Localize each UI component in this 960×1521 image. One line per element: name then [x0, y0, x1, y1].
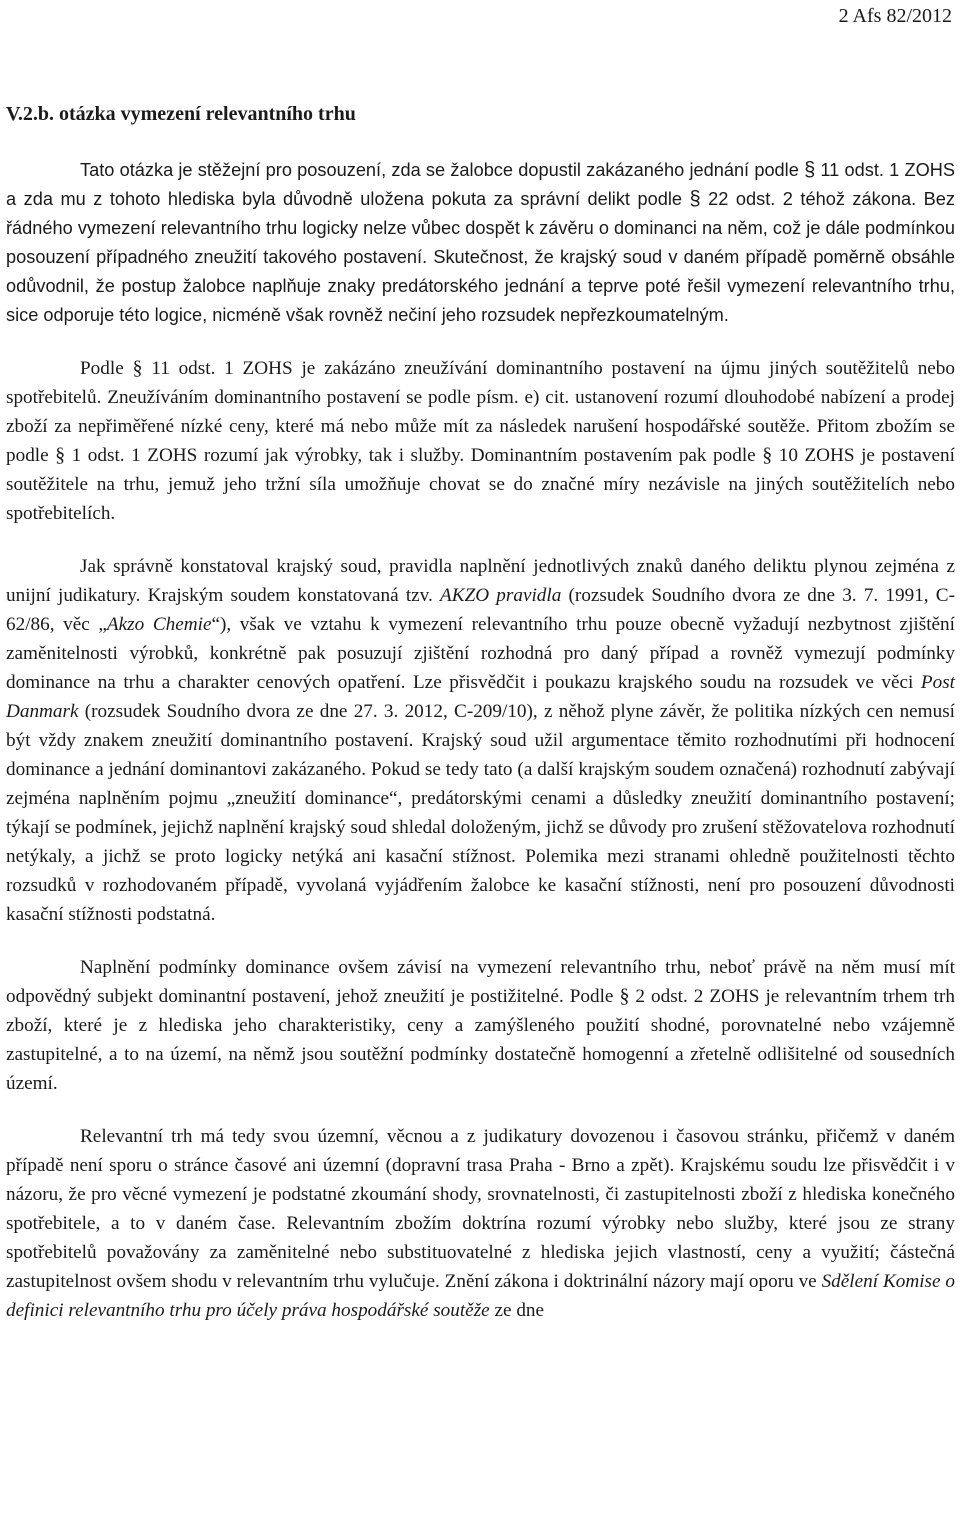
- p1-text-c: 11 odst. 1 ZOHS a zda mu z tohoto hlediska byla důvodně uložena pokuta za správní delikt podle: [6, 160, 956, 209]
- section-heading: V.2.b. otázka vymezení relevantního trhu: [6, 103, 356, 125]
- akzo-rules-term: AKZO pravidla: [440, 585, 562, 606]
- p2-text-c: 11 odst. 1 ZOHS je zakázáno zneužívání dominantního postavení na újmu jiných soutěžitelů nebo spotřebitelů. Zneužíváním dominantního postavení se podle písm. e) cit. ustanovení rozumí dlouhodobé nabízení a prodej zboží za nepřiměřené nízké ceny, které má nebo může mít za následek narušení hospodářské soutěže. Přitom zbožím se podle: [6, 358, 955, 466]
- section-sign-icon: §: [689, 188, 701, 210]
- section-sign-icon: §: [55, 444, 66, 466]
- paragraph-3: [6, 552, 955, 929]
- paragraph-5: [6, 1122, 955, 1325]
- case-number: 2 Afs 82/2012: [838, 5, 952, 27]
- paragraph-1: [6, 156, 955, 330]
- p3-text-e: “), však ve vztahu k vymezení relevantního trhu pouze obecně vyžadují nezbytnost zjištění zaměnitelnosti výrobků, konkrétně pak posuzují zjištění rozhodná pro daný případ a rovněž vymezují podmínky dominance na trhu a charakter cenových opatření. Lze přisvědčit i poukazu krajského soudu na rozsudek ve věci: [6, 614, 955, 693]
- section-sign-icon: §: [132, 357, 143, 379]
- p5-text-c: ze dne: [489, 1300, 545, 1321]
- p3-text-c: (rozsudek Soudního dvora ze dne 3. 7. 1991, C-62/86, věc „: [6, 585, 955, 635]
- p2-text-g: 10 ZOHS je postavení soutěžitele na trhu, jemuž jeho tržní síla umožňuje chovat se do značné míry nezávisle na jiných soutěžitelích nebo spotřebitelích.: [6, 445, 955, 524]
- p1-text-f: Bez řádného vymezení relevantního trhu logicky nelze vůbec dospět k závěru o dominanci na něm, což je dále podmínkou posouzení případného zneužití takového postavení. Skutečnost, že krajský soud v daném případě poměrně obsáhle odůvodnil, že postup žalobce naplňuje znaky predátorského jednání a teprve poté řešil vymezení relevantního trhu, sice odporuje této logice, nicméně však rovněž nečiní jeho rozsudek nepřezkoumatelným.: [6, 189, 955, 325]
- section-sign-icon: §: [762, 444, 773, 466]
- p2-text-a: Podle: [80, 358, 133, 379]
- p1-text-a: Tato otázka je stěžejní pro posouzení, zda se žalobce dopustil zakázaného jednání podle: [80, 160, 805, 180]
- p3-text-a: Jak správně konstatoval krajský soud, pravidla naplnění jednotlivých znaků daného deliktu plynou zejména z unijní judikatury. Krajským soudem konstatovaná tzv.: [6, 556, 955, 606]
- commission-notice-title: Sdělení Komise o definici relevantního trhu pro účely práva hospodářské soutěže: [6, 1271, 955, 1321]
- p1-text-e: 22 odst. 2 téhož zákona.: [700, 189, 917, 209]
- p5-text-a: Relevantní trh má tedy svou územní, věcnou a z judikatury dovozenou i časovou stránku, přičemž v daném případě není sporu o stránce časové ani územní (dopravní trasa Praha - Brno a zpět). Krajskému soudu lze přisvědčit i v názoru, že pro věcné vymezení je podstatné zkoumání shody, srovnatelnosti, či zastupitelnosti zboží z hlediska konečného spotřebitele, a to v daném čase. Relevantním zbožím doktrína rozumí výrobky nebo služby, které jsou ze strany spotřebitelů považovány za zaměnitelné nebo substituovatelné z hlediska jejich vlastností, ceny a využití; částečná zastupitelnost ovšem shodu v relevantním trhu vylučuje. Znění zákona i doktrinální názory mají oporu ve: [6, 1126, 955, 1292]
- paragraph-2: [6, 354, 955, 528]
- section-sign-icon: §: [804, 159, 816, 181]
- akzo-chemie-case: Akzo Chemie: [106, 614, 212, 635]
- document-body: [6, 156, 955, 1349]
- paragraph-4: [6, 953, 955, 1098]
- section-sign-icon: §: [619, 985, 630, 1007]
- p4-text-c: 2 odst. 2 ZOHS je relevantním trhem trh zboží, které je z hlediska jeho charakteristiky, ceny a zamýšleného použití shodné, porovnatelné nebo vzájemně zastupitelné, a to na území, na němž jsou soutěžní podmínky dostatečně homogenní a zřetelně odlišitelné od sousedních území.: [6, 986, 955, 1094]
- post-danmark-case: Post Danmark: [6, 672, 955, 722]
- p3-text-g: (rozsudek Soudního dvora ze dne 27. 3. 2012, C-209/10), z něhož plyne závěr, že politika nízkých cen nemusí být vždy znakem zneužití dominantního postavení. Krajský soud užil argumentace těmito rozhodnutími při hodnocení dominance a jednání dominantovi zakázaného. Pokud se tedy tato (a další krajským soudem označená) rozhodnutí zabývají zejména naplněním pojmu „zneužití dominance“, predátorskými cenami a důsledky zneužití dominantního postavení; týkají se podmínek, jejichž naplnění krajský soud shledal doloženým, jichž se důvody pro zrušení stěžovatelova rozhodnutí netýkaly, a jichž se proto logicky netýká ani kasační stížnost. Polemika mezi stranami ohledně použitelnosti těchto rozsudků v rozhodovaném případě, vyvolaná vyjádřením žalobce ke kasační stížnosti, není pro posouzení důvodnosti kasační stížnosti podstatná.: [6, 701, 955, 925]
- p2-text-e: 1 odst. 1 ZOHS rozumí jak výrobky, tak i služby. Dominantním postavením pak podle: [65, 445, 763, 466]
- p4-text-a: Naplnění podmínky dominance ovšem závisí na vymezení relevantního trhu, neboť právě na něm musí mít odpovědný subjekt dominantní postavení, jehož zneužití je postižitelné. Podle: [6, 957, 955, 1007]
